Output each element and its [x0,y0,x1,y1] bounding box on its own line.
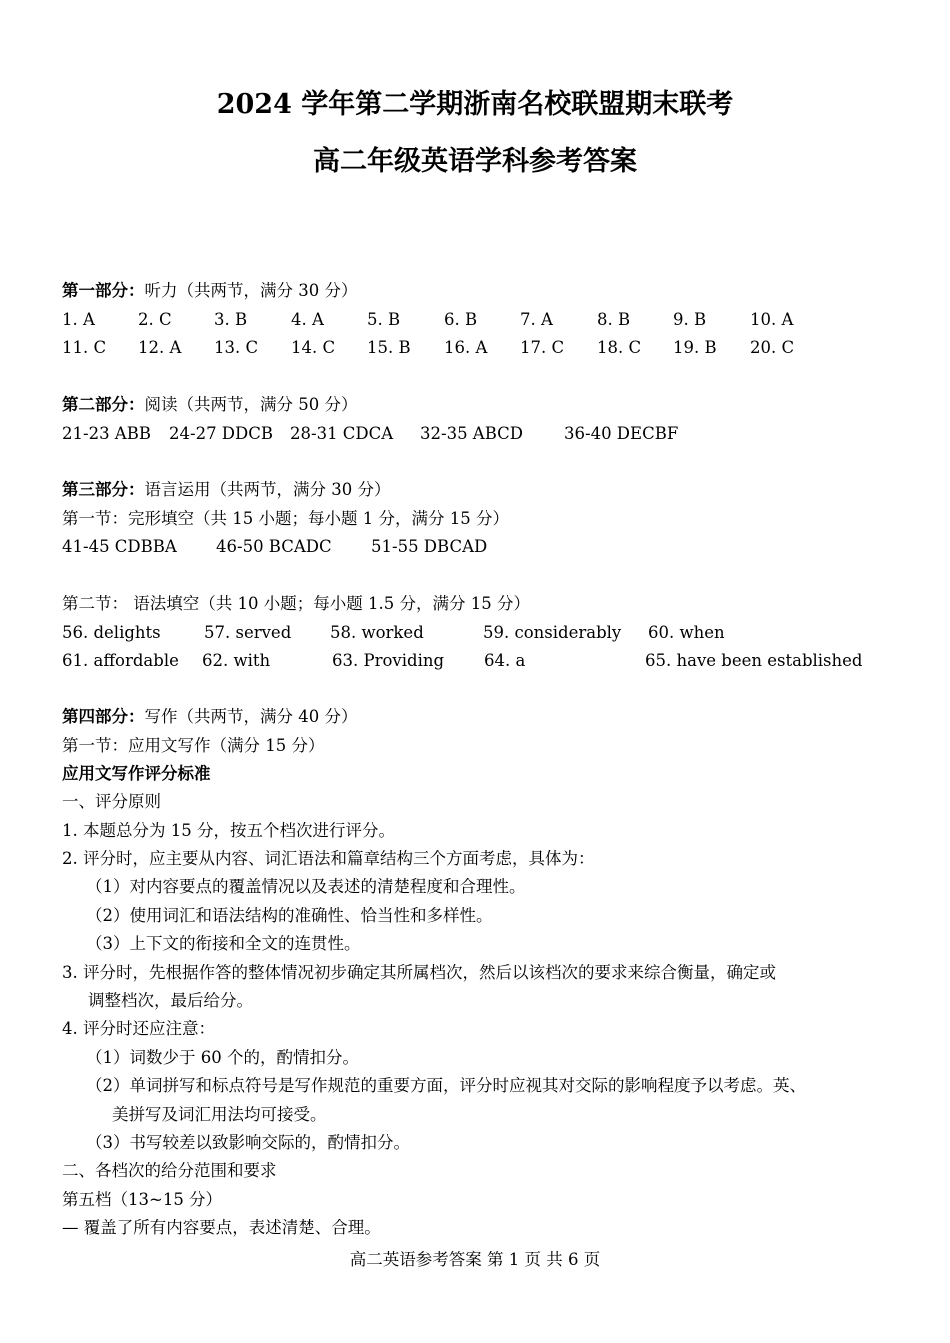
answer-9: 9. B [673,310,707,329]
criteria-title: 应用文写作评分标准 [62,764,211,783]
answer-12: 12. A [138,338,182,357]
answer-16: 16. A [444,338,488,357]
part2-heading: 第二部分： [62,395,145,414]
answer-7: 7. A [520,310,553,329]
criteria-line: 3. 评分时，先根据作答的整体情况初步确定其所属档次，然后以该档次的要求来综合衡量，确定或 [62,963,776,982]
part4-section1: 第一节：应用文写作（满分 15 分） [62,736,325,755]
answer-4: 4. A [291,310,324,329]
answer-20: 20. C [750,338,795,357]
answer-8: 8. B [597,310,631,329]
part2-heading-line [62,393,358,417]
answer-19: 19. B [673,338,717,357]
criteria-line: 4. 评分时还应注意： [62,1019,215,1038]
criteria-line: 2. 评分时，应主要从内容、词汇语法和篇章结构三个方面考虑，具体为： [62,849,595,868]
answer-28-31: 28-31 CDCA [290,424,394,443]
part1-desc: 听力（共两节，满分 30 分） [144,281,358,300]
answer-10: 10. A [750,310,794,329]
answer-21-23: 21-23 ABB [62,424,151,443]
criteria-line: （3）上下文的衔接和全文的连贯性。 [86,934,361,953]
answer-24-27: 24-27 DDCB [169,424,274,443]
part3-desc: 语言运用（共两节，满分 30 分） [144,480,391,499]
part3-section1: 第一节：完形填空（共 15 小题；每小题 1 分，满分 15 分） [62,509,509,528]
answer-6: 6. B [444,310,478,329]
answer-11: 11. C [62,338,107,357]
answer-18: 18. C [597,338,642,357]
answer-17: 17. C [520,338,565,357]
criteria-line: 一、评分原则 [62,792,161,811]
answer-2: 2. C [138,310,172,329]
document-title: 2024 学年第二学期浙南名校联盟期末联考 [216,89,734,120]
document-subtitle: 高二年级英语学科参考答案 [313,146,637,177]
answer-64: 64. a [484,651,526,670]
answer-41-45: 41-45 CDBBA [62,537,177,556]
answer-32-35: 32-35 ABCD [420,424,524,443]
criteria-line: （2）单词拼写和标点符号是写作规范的重要方面，评分时应视其对交际的影响程度予以考虑。英、 [86,1076,806,1095]
answer-51-55: 51-55 DBCAD [371,537,488,556]
answer-65: 65. have been established [645,651,863,670]
part3-section2: 第二节： 语法填空（共 10 小题；每小题 1.5 分，满分 15 分） [62,594,530,613]
criteria-line: 第五档（13~15 分） [62,1190,223,1209]
answer-15: 15. B [367,338,411,357]
criteria-line: 1. 本题总分为 15 分，按五个档次进行评分。 [62,821,395,840]
criteria-line: 美拼写及词汇用法均可接受。 [112,1105,327,1124]
page-footer: 高二英语参考答案 第 1 页 共 6 页 [349,1250,601,1269]
answer-57: 57. served [204,623,292,642]
answer-58: 58. worked [330,623,424,642]
criteria-line: 二、各档次的给分范围和要求 [62,1161,277,1180]
answer-60: 60. when [648,623,725,642]
part4-heading-line [62,705,358,729]
answer-1: 1. A [62,310,95,329]
criteria-line: — 覆盖了所有内容要点，表述清楚、合理。 [62,1218,381,1237]
part1-heading-line [62,279,358,303]
part1-heading: 第一部分： [62,281,145,300]
answer-56: 56. delights [62,623,161,642]
answer-46-50: 46-50 BCADC [216,537,332,556]
answer-59: 59. considerably [483,623,622,642]
answer-14: 14. C [291,338,336,357]
answer-3: 3. B [214,310,248,329]
answer-61: 61. affordable [62,651,179,670]
criteria-line: （3）书写较差以致影响交际的，酌情扣分。 [86,1133,410,1152]
answer-13: 13. C [214,338,259,357]
part4-desc: 写作（共两节，满分 40 分） [144,707,358,726]
criteria-line: （1）词数少于 60 个的，酌情扣分。 [86,1048,359,1067]
criteria-line: 调整档次，最后给分。 [88,991,253,1010]
answer-63: 63. Providing [332,651,445,670]
part4-heading: 第四部分： [62,707,145,726]
criteria-line: （2）使用词汇和语法结构的准确性、恰当性和多样性。 [86,906,493,925]
answer-5: 5. B [367,310,401,329]
answer-62: 62. with [202,651,271,670]
part3-heading-line [62,478,391,502]
part2-desc: 阅读（共两节，满分 50 分） [144,395,358,414]
part3-heading: 第三部分： [62,480,145,499]
criteria-line: （1）对内容要点的覆盖情况以及表述的清楚程度和合理性。 [86,877,526,896]
answer-36-40: 36-40 DECBF [564,424,679,443]
